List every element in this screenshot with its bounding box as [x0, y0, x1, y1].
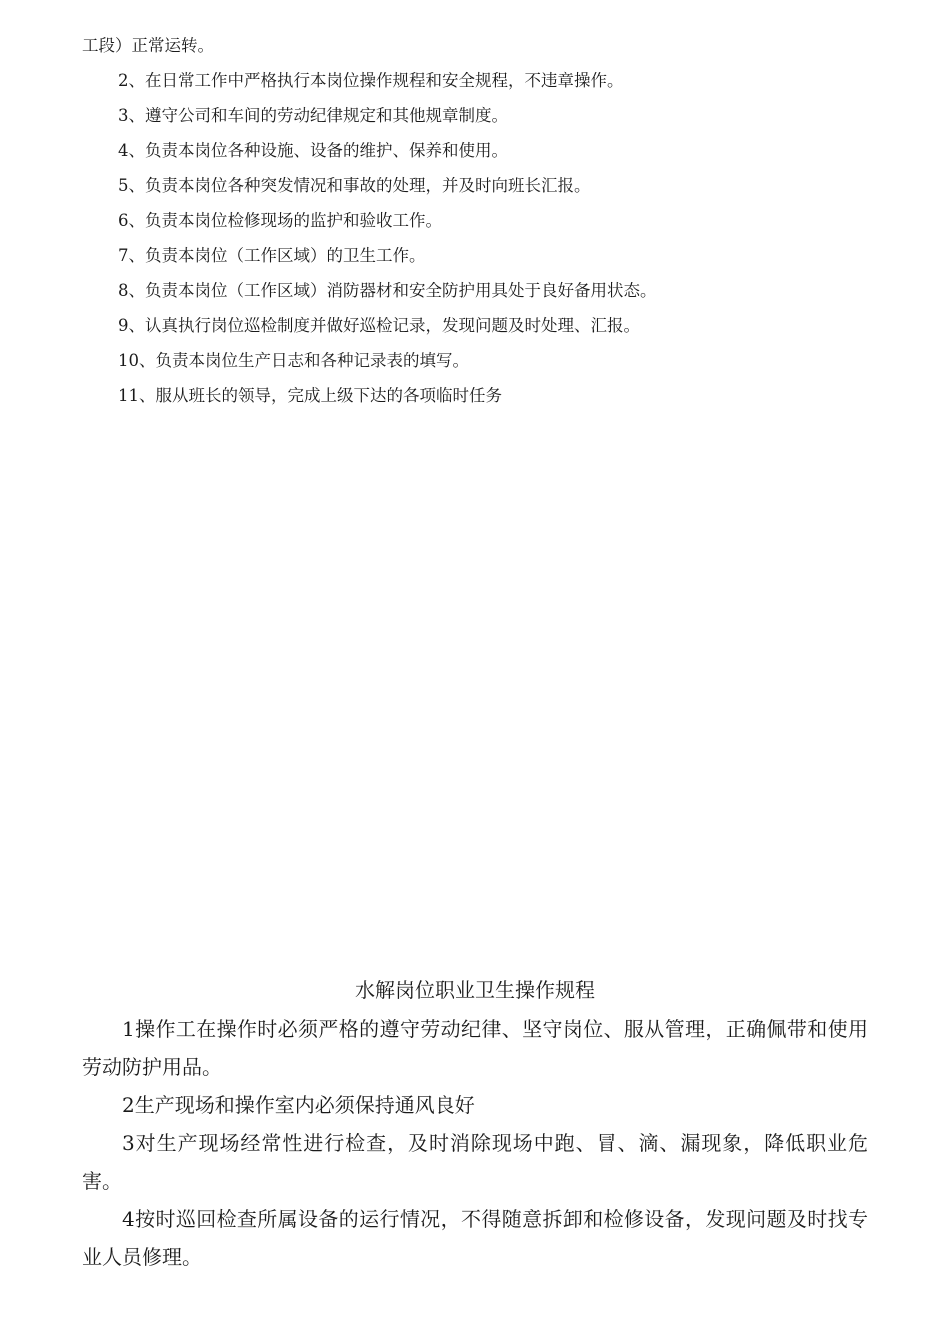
duty-item-6: 6、负责本岗位检修现场的监护和验收工作。 — [118, 211, 442, 230]
duty-item-11: 11、服从班长的领导，完成上级下达的各项临时任务 — [118, 386, 502, 405]
procedure-paragraph-3: 3对生产现场经常性进行检查，及时消除现场中跑、冒、滴、漏现象，降低职业危害。 — [82, 1131, 868, 1193]
duty-item-8: 8、负责本岗位（工作区域）消防器材和安全防护用具处于良好备用状态。 — [118, 281, 657, 300]
duty-item-5: 5、负责本岗位各种突发情况和事故的处理，并及时向班长汇报。 — [118, 176, 591, 195]
duty-list — [82, 28, 882, 413]
duty-item-10: 10、负责本岗位生产日志和各种记录表的填写。 — [118, 351, 469, 370]
duty-item-3: 3、遵守公司和车间的劳动纪律规定和其他规章制度。 — [118, 106, 508, 125]
procedure-paragraph-2: 2生产现场和操作室内必须保持通风良好 — [122, 1093, 475, 1117]
duty-line-continuation: 工段）正常运转。 — [82, 36, 214, 55]
procedure-paragraph-4: 4按时巡回检查所属设备的运行情况，不得随意拆卸和检修设备，发现问题及时找专业人员修理。 — [82, 1207, 868, 1269]
section-title: 水解岗位职业卫生操作规程 — [355, 978, 595, 1002]
procedure-body — [82, 1010, 868, 1276]
procedure-paragraph-1: 1操作工在操作时必须严格的遵守劳动纪律、坚守岗位、服从管理，正确佩带和使用劳动防护用品。 — [82, 1017, 868, 1079]
duty-item-4: 4、负责本岗位各种设施、设备的维护、保养和使用。 — [118, 141, 508, 160]
duty-item-9: 9、认真执行岗位巡检制度并做好巡检记录，发现问题及时处理、汇报。 — [118, 316, 640, 335]
duty-item-2: 2、在日常工作中严格执行本岗位操作规程和安全规程，不违章操作。 — [118, 71, 624, 90]
duty-item-7: 7、负责本岗位（工作区域）的卫生工作。 — [118, 246, 426, 265]
